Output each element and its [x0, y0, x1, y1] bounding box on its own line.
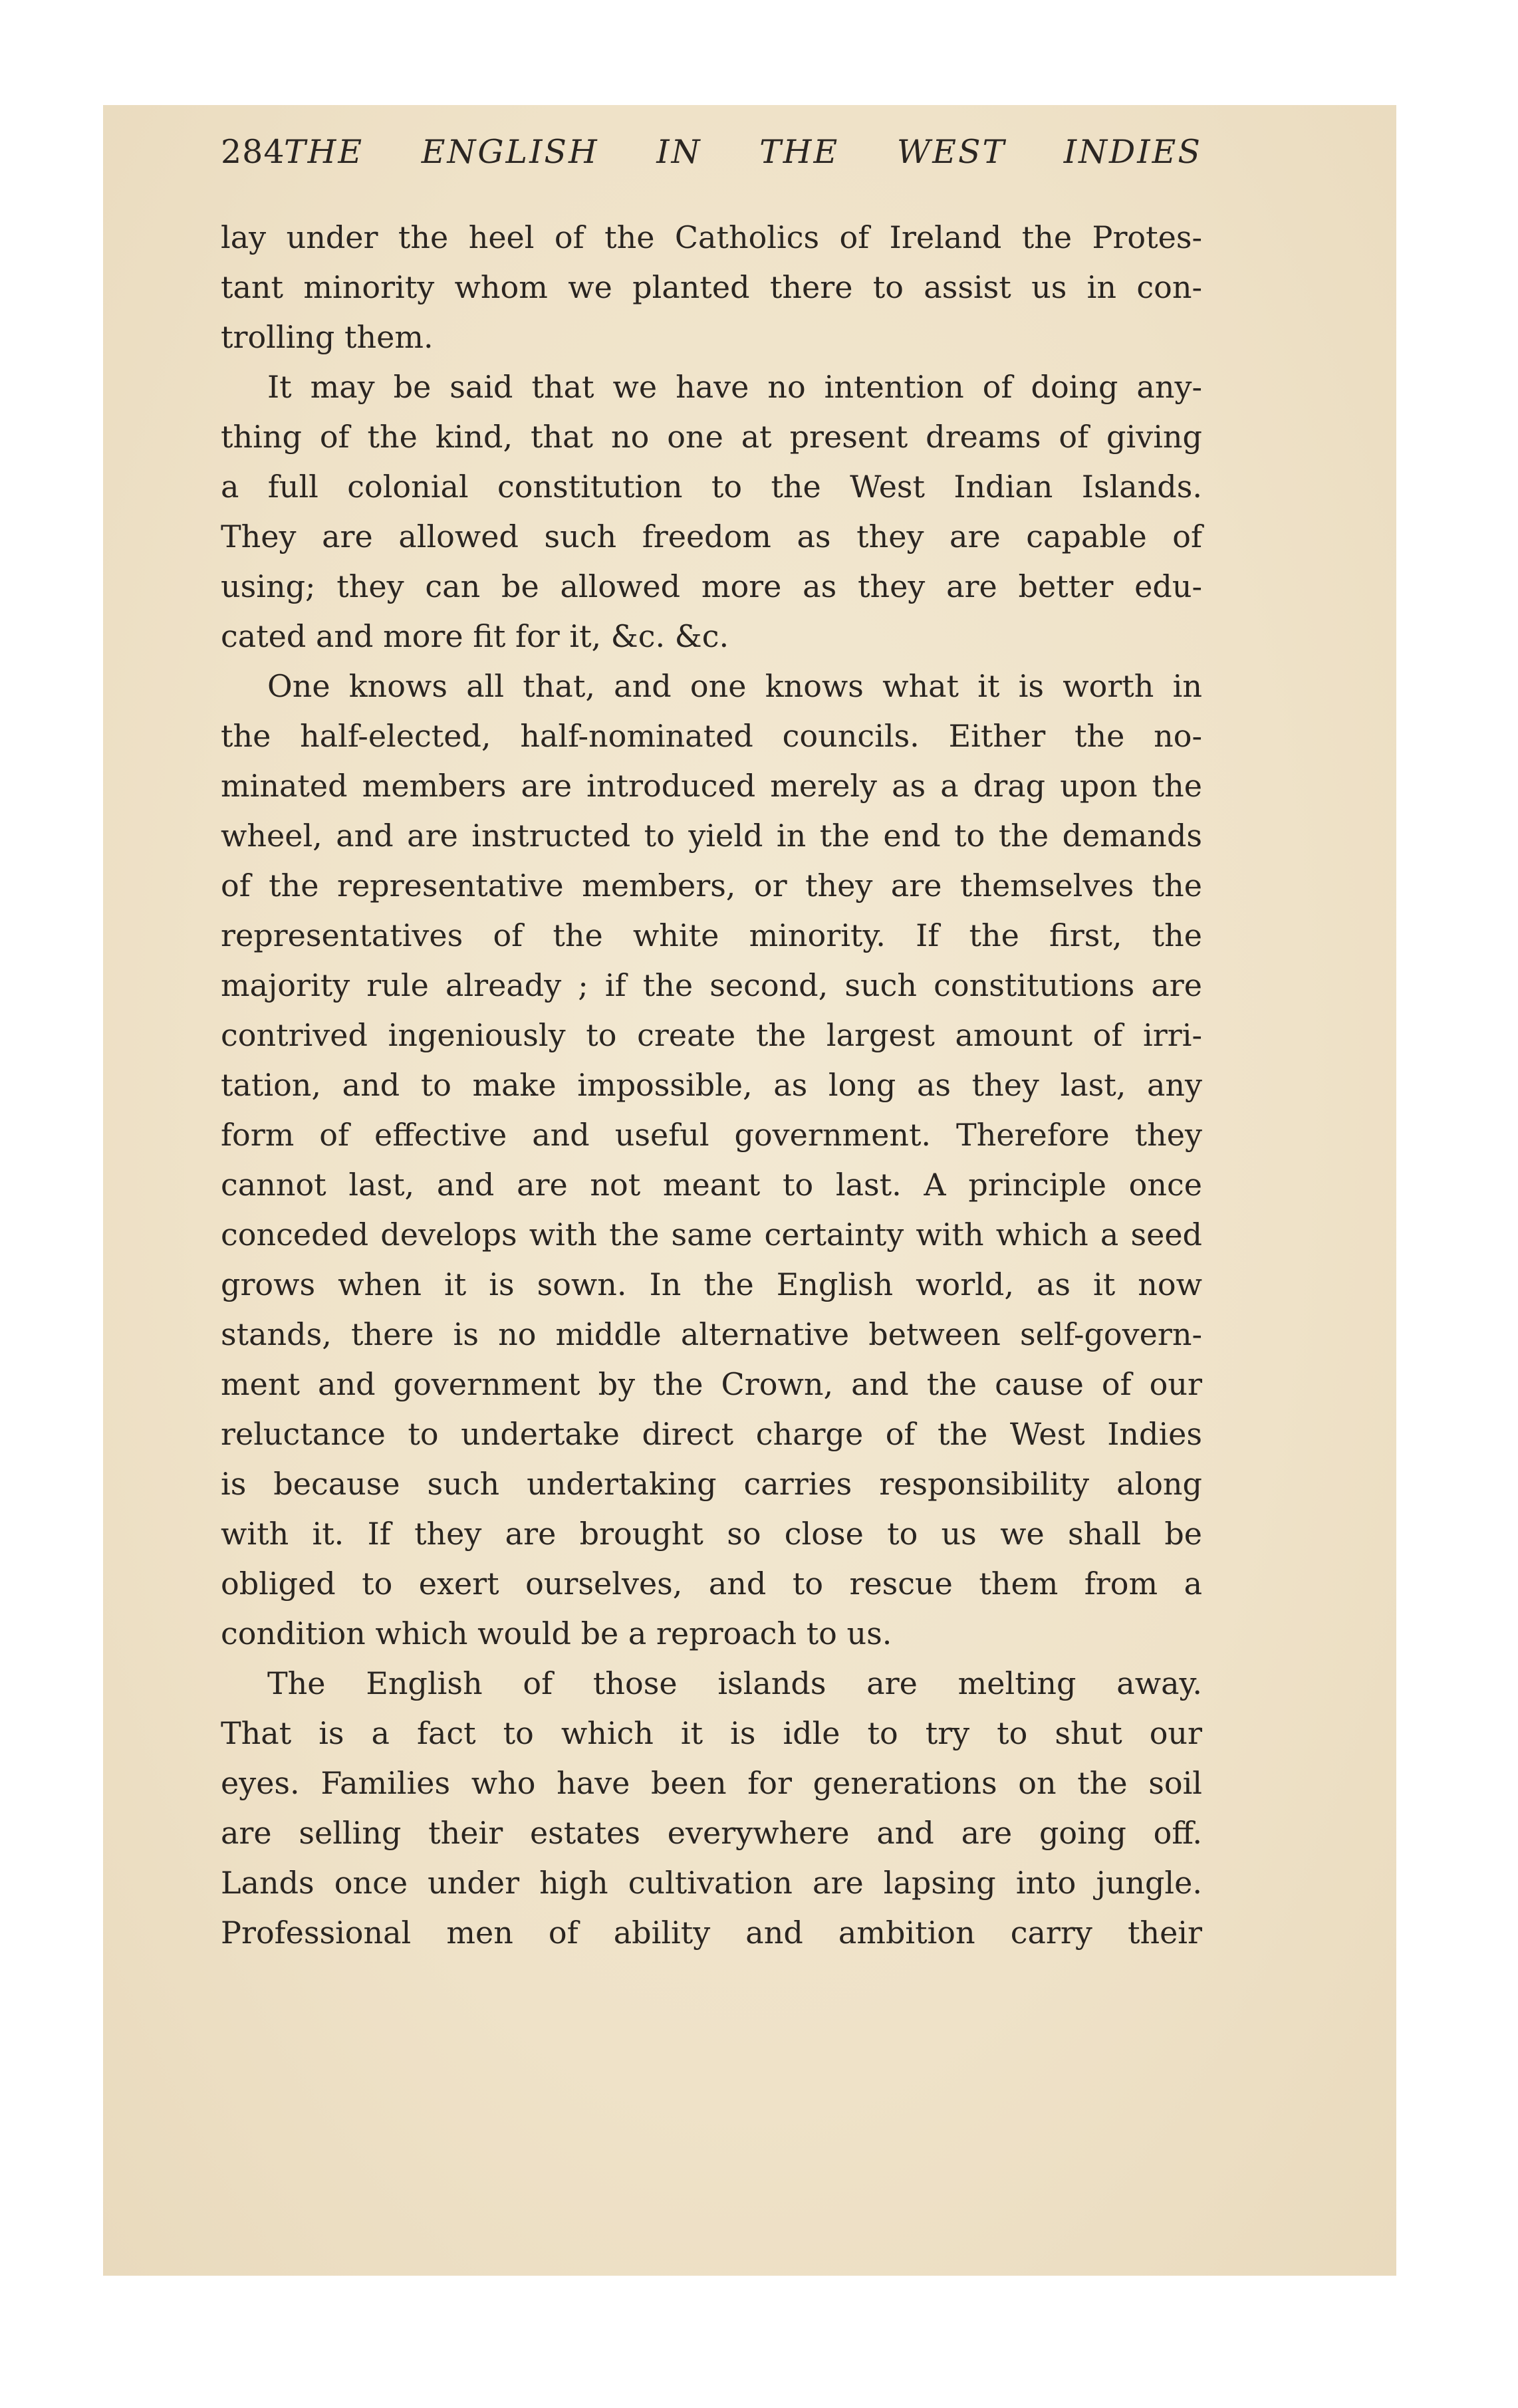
text-line: cated and more fit for it, &c. &c. — [221, 618, 729, 654]
text-line: a full colonial constitution to the West Indian Islands. — [221, 469, 1202, 505]
text-line: cannot last, and are not meant to last. A principle once — [221, 1167, 1202, 1203]
text-line: using; they can be allowed more as they are better edu- — [221, 568, 1202, 604]
text-line: grows when it is sown. In the English world, as it now — [221, 1266, 1202, 1302]
text-line: eyes. Families who have been for generations on the soil — [221, 1765, 1202, 1801]
text-line: the half-elected, half-nominated councils. Either the no- — [221, 718, 1202, 754]
text-line: That is a fact to which it is idle to try to shut our — [221, 1715, 1202, 1751]
paragraph-start-line: It may be said that we have no intention of doing any- — [267, 369, 1202, 405]
text-line: representatives of the white minority. If the first, the — [221, 917, 1202, 953]
text-line: wheel, and are instructed to yield in the end to the demands — [221, 818, 1202, 854]
text-line: reluctance to undertake direct charge of the West Indies — [221, 1416, 1202, 1452]
text-line: conceded develops with the same certainty with which a seed — [221, 1217, 1202, 1253]
paragraph-start-line: One knows all that, and one knows what it is worth in — [267, 668, 1202, 704]
text-line: tation, and to make impossible, as long as they last, any — [221, 1067, 1202, 1103]
text-line: trolling them. — [221, 319, 434, 355]
running-title: THE ENGLISH IN THE WEST INDIES — [284, 133, 1202, 171]
text-line: Professional men of ability and ambition carry their — [221, 1915, 1202, 1951]
text-line: obliged to exert ourselves, and to rescue them from a — [221, 1566, 1202, 1602]
paragraph-start-line: The English of those islands are melting away. — [267, 1665, 1202, 1701]
text-line: are selling their estates everywhere and are going off. — [221, 1815, 1202, 1851]
text-line: of the representative members, or they are themselves the — [221, 868, 1202, 903]
page-header — [221, 133, 1202, 193]
text-line: minated members are introduced merely as a drag upon the — [221, 768, 1202, 804]
text-line: They are allowed such freedom as they are capable of — [221, 519, 1202, 554]
text-line: ment and government by the Crown, and the cause of our — [221, 1366, 1202, 1402]
text-line: contrived ingeniously to create the largest amount of irri- — [221, 1017, 1202, 1053]
text-line: lay under the heel of the Catholics of Ireland the Protes- — [221, 219, 1202, 255]
text-line: thing of the kind, that no one at present dreams of giving — [221, 419, 1202, 455]
page-number: 284 — [221, 133, 285, 171]
body-text — [221, 213, 1202, 1958]
text-line: majority rule already ; if the second, such constitutions are — [221, 967, 1202, 1003]
text-line: tant minority whom we planted there to assist us in con- — [221, 269, 1202, 305]
text-line: Lands once under high cultivation are lapsing into jungle. — [221, 1865, 1202, 1901]
text-line: stands, there is no middle alternative between self-govern- — [221, 1316, 1202, 1352]
text-line: is because such undertaking carries responsibility along — [221, 1466, 1202, 1502]
text-line: with it. If they are brought so close to us we shall be — [221, 1516, 1202, 1552]
text-line: condition which would be a reproach to us. — [221, 1616, 892, 1651]
text-line: form of effective and useful government. Therefore they — [221, 1117, 1202, 1153]
